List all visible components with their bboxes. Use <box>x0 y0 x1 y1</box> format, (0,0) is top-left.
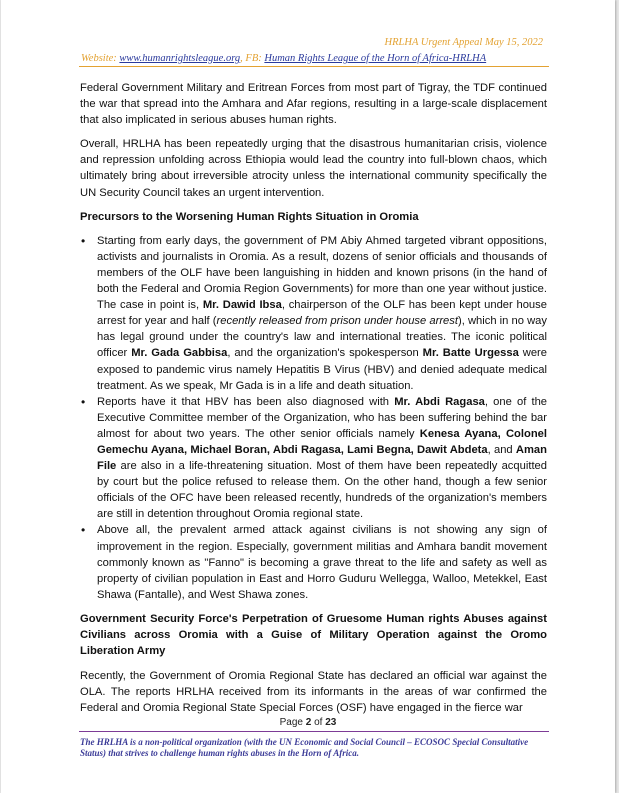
text-run: Starting from early days, the government of PM Abiy Ahmed targeted vibrant oppositions, activists and journalists in Oromia. As a result, dozens of senior officials and thousands of members of the OLF have been languishing in hidden and known prisons (in the hand of both the Federal and Oromia Region Governments) for more than one year without justice. The case in point is, <box>97 234 547 312</box>
paragraph: Overall, HRLHA has been repeatedly urging that the disastrous humanitarian crisis, violence and repression unfolding across Ethiopia would lead the country into full-blown chaos, which ultimately bring about irreversible atrocity unless the international community specifically the UN Security Council takes an urgent intervention. <box>80 138 547 199</box>
website-label: Website: <box>81 53 120 64</box>
facebook-link[interactable]: Human Rights League of the Horn of Africa-HRLHA <box>264 53 487 64</box>
header-title: HRLHA Urgent Appeal May 15, 2022 <box>384 37 543 48</box>
name-bold: Mr. Abdi Ragasa <box>394 395 485 408</box>
website-link[interactable]: www.humanrightsleague.org <box>119 53 241 64</box>
page-body <box>80 80 547 716</box>
section-heading: Government Security Force's Perpetration of Gruesome Human rights Abuses against Civilians across Oromia with a Guise of Military Operation against the Oromo Liberation Army <box>80 612 547 658</box>
page-total: 23 <box>325 717 337 728</box>
name-bold: Aman File <box>97 443 547 473</box>
header-divider <box>79 66 549 67</box>
list-item <box>80 233 547 394</box>
footer-divider <box>79 731 549 732</box>
fb-label: , FB: <box>240 53 265 64</box>
header-links <box>81 53 486 64</box>
name-bold: Kenesa Ayana, Colonel Gemechu Ayana, Michael Boran, Abdi Ragasa, Lami Begna, Dawit Abdeta <box>97 427 547 456</box>
text-run: , and <box>487 443 516 456</box>
paragraph: Recently, the Government of Oromia Regional State has declared an official war against the OLA. The reports HRLHA received from its informants in the areas of war confirmed the Federal and Oromia Regional State Special Forces (OSF) have engaged in the fierce war <box>80 670 547 715</box>
list-item <box>80 394 547 523</box>
name-bold: Mr. Dawid Ibsa <box>202 299 282 312</box>
text-run: , one of the Executive Committee member of the Organization, who has been suffering behind the bar almost for about two years. The other senior officials namely <box>97 395 548 440</box>
text-run: were exposed to pandemic virus namely Hepatitis B Virus (HBV) and denied adequate medical treatment. As we speak, Mr Gada is in a life and death situation. <box>97 347 548 392</box>
italic-note: recently released from prison under house arrest <box>216 315 458 328</box>
text-run: are also in a life-threatening situation. Most of them have been repeatedly acquitted by court but the police refused to release them. On the other hand, though a few senior officials of the OFC have been released recently, hundreds of the organization's members are still in detention throughout Oromia regional state. <box>97 460 547 521</box>
footer-note: The HRLHA is a non-political organization (with the UN Economic and Social Council – ECOSOC Special Consultative Status) that strives to challenge human rights abuses in the Horn of Africa. <box>80 737 529 758</box>
name-bold: Mr. Batte Urgessa <box>422 347 519 360</box>
paragraph: Federal Government Military and Eritrean Forces from most part of Tigray, the TDF continued the war that spread into the Amhara and Afar regions, resulting in a large-scale displacement that also implicated in serious abuses human rights. <box>80 82 547 127</box>
text-run: ), which in no way has legal ground under the country's law and international treaties. The iconic political officer <box>97 315 547 360</box>
text-run: , chairperson of the OLF has been kept under house arrest for year and half ( <box>97 299 547 328</box>
page-number <box>1 717 615 728</box>
list-item <box>80 522 547 602</box>
page-current: 2 <box>305 717 312 728</box>
section-heading: Precursors to the Worsening Human Rights Situation in Oromia <box>80 210 419 223</box>
name-bold: Mr. Gada Gabbisa <box>131 347 228 360</box>
page-of: of <box>311 717 326 728</box>
text-run: Reports have it that HBV has been also diagnosed with <box>97 395 395 408</box>
bullet-list <box>80 233 547 603</box>
page-label: Page <box>279 717 306 728</box>
text-run: , and the organization's spokesperson <box>227 347 423 360</box>
text-run: Above all, the prevalent armed attack against civilians is not showing any sign of improvement in the region. Especially, government militias and Amhara bandit movement commonly known as "Fanno" is becoming a grave threat to the life and safety as well as property of civilian population in East and Horro Guduru Wellegga, Walloo, Metekkel, East Shawa (Fantalle), and West Shawa zones. <box>97 524 547 601</box>
document-page <box>1 0 615 793</box>
